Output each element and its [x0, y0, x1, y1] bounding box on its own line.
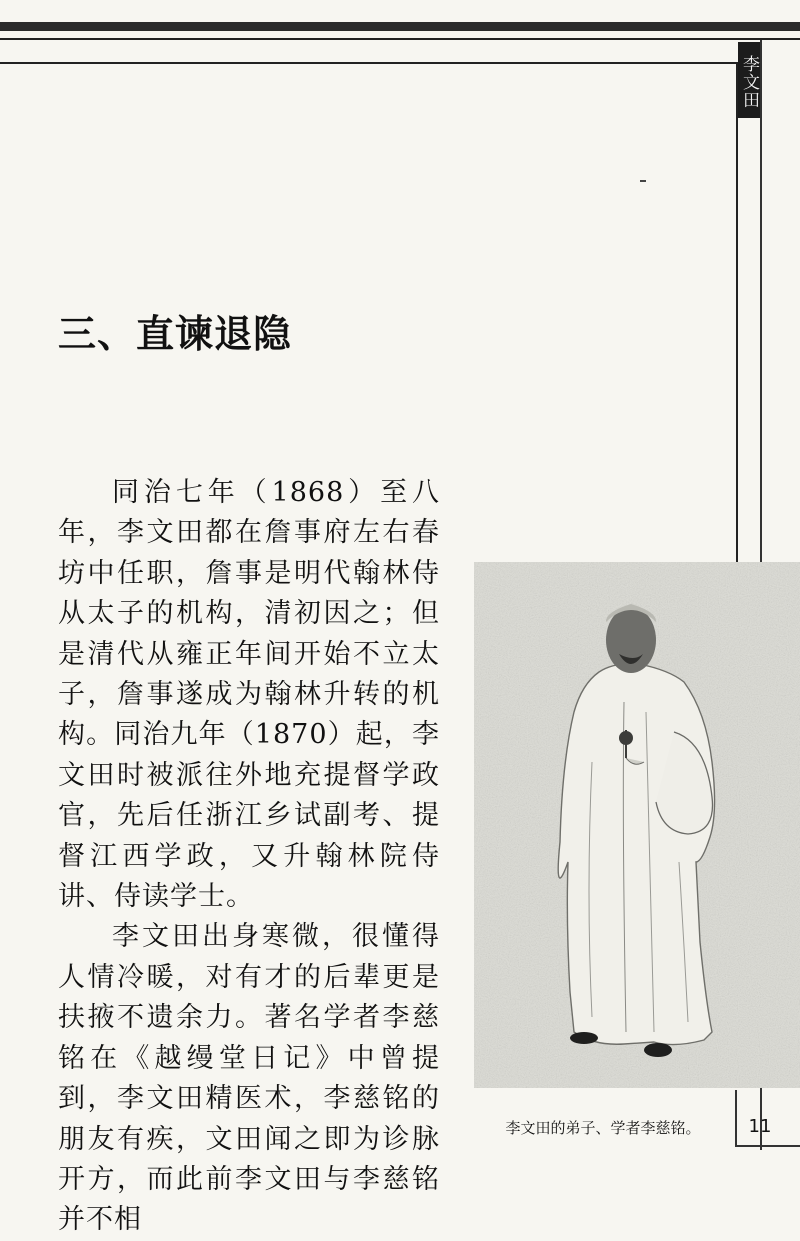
portrait-photo [474, 562, 800, 1088]
running-head-tab: 李文田 [738, 42, 760, 118]
frame-top-rule [0, 62, 738, 64]
body-paragraph: 李文田出身寒微，很懂得人情冷暖，对有才的后辈更是扶掖不遗余力。著名学者李慈铭在《越缦堂日记》中曾提到，李文田精医术，李慈铭的朋友有疾，文田闻之即为诊脉开方，而此前李文田与李慈铭并不相 [58, 921, 440, 1236]
body-paragraph: 同治七年（1868）至八年，李文田都在詹事府左右春坊中任职，詹事是明代翰林侍从太子的机构，清初因之；但是清代从雍正年间开始不立太子，詹事遂成为翰林升转的机构。同治九年（1870）起，李文田时被派往外地充提督学政官，先后任浙江乡试副考、提督江西学政，又升翰林院侍讲、侍读学士。 [58, 477, 440, 913]
page-number-rule [735, 1090, 737, 1145]
frame-right-rule [736, 62, 738, 567]
page-number: 11 [748, 1116, 772, 1137]
portrait-illustration [474, 562, 800, 1088]
header-rule [0, 38, 800, 40]
section-title: 三、直谏退隐 [58, 312, 293, 356]
body-text [58, 473, 440, 1241]
header-bar [0, 22, 800, 31]
figure-caption: 李文田的弟子、学者李慈铭。 [505, 1119, 701, 1137]
print-speck [640, 180, 646, 182]
footer-rule [735, 1145, 800, 1147]
